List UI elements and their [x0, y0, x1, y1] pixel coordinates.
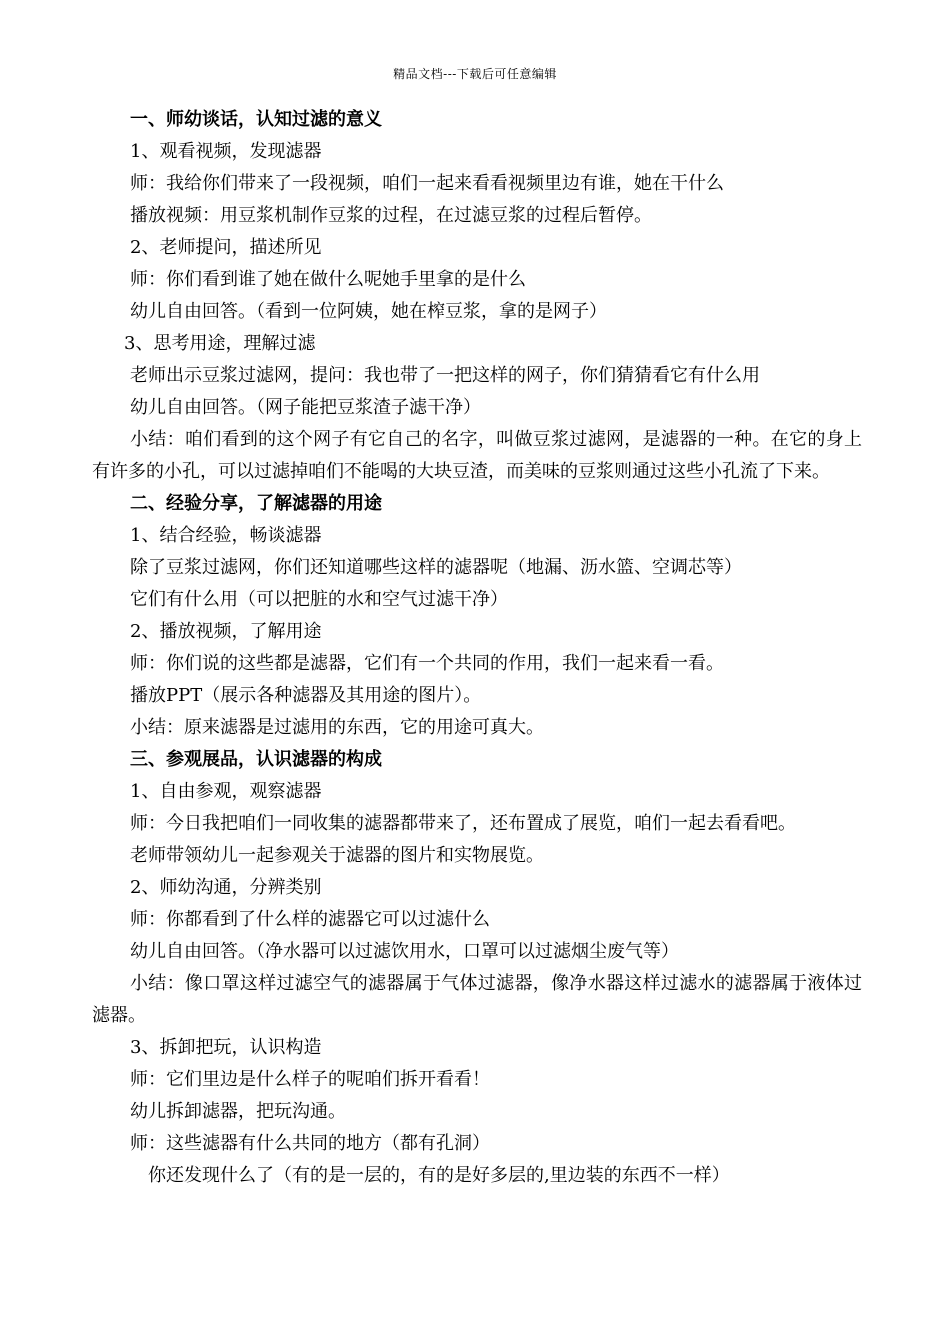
paragraph: 幼儿自由回答。（看到一位阿姨，她在榨豆浆，拿的是网子）: [130, 301, 607, 322]
section-heading-3: 三、参观展品，认识滤器的构成: [130, 749, 382, 770]
paragraph: 老师带领幼儿一起参观关于滤器的图片和实物展览。: [130, 845, 544, 866]
paragraph: 幼儿自由回答。（网子能把豆浆渣子滤干净）: [130, 397, 481, 418]
section-heading-1: 一、师幼谈话，认知过滤的意义: [130, 109, 382, 130]
summary-paragraph: 小结：像口罩这样过滤空气的滤器属于气体过滤器，像净水器这样过滤水的滤器属于液体过滤器。: [92, 973, 862, 1026]
section-heading-2: 二、经验分享，了解滤器的用途: [130, 493, 382, 514]
paragraph: 2、师幼沟通，分辨类别: [130, 877, 322, 898]
paragraph: 师：我给你们带来了一段视频，咱们一起来看看视频里边有谁，她在干什么: [130, 173, 724, 194]
paragraph: 2、老师提问，描述所见: [130, 237, 322, 258]
page-header: 精品文档---下载后可任意编辑: [393, 67, 557, 81]
paragraph: 师：它们里边是什么样子的呢咱们拆开看看！: [130, 1069, 490, 1090]
paragraph: 小结：原来滤器是过滤用的东西，它的用途可真大。: [130, 717, 544, 738]
paragraph: 幼儿拆卸滤器，把玩沟通。: [130, 1101, 346, 1122]
paragraph: 1、自由参观，观察滤器: [130, 781, 322, 802]
paragraph: 1、观看视频，发现滤器: [130, 141, 322, 162]
paragraph: 幼儿自由回答。（净水器可以过滤饮用水，口罩可以过滤烟尘废气等）: [130, 941, 679, 962]
paragraph: 师：这些滤器有什么共同的地方（都有孔洞）: [130, 1133, 490, 1154]
paragraph: 播放PPT（展示各种滤器及其用途的图片）。: [130, 685, 482, 706]
paragraph: 老师出示豆浆过滤网，提问：我也带了一把这样的网子，你们猜猜看它有什么用: [130, 365, 760, 386]
paragraph: 除了豆浆过滤网，你们还知道哪些这样的滤器呢（地漏、沥水篮、空调芯等）: [130, 557, 742, 578]
summary-paragraph: 小结：咱们看到的这个网子有它自己的名字，叫做豆浆过滤网，是滤器的一种。在它的身上有许多的小孔，可以过滤掉咱们不能喝的大块豆渣，而美味的豆浆则通过这些小孔流了下来。: [92, 429, 862, 482]
paragraph: 你还发现什么了（有的是一层的，有的是好多层的,里边装的东西不一样）: [148, 1165, 730, 1186]
paragraph: 它们有什么用（可以把脏的水和空气过滤干净）: [130, 589, 508, 610]
paragraph: 1、结合经验，畅谈滤器: [130, 525, 322, 546]
paragraph: 3、拆卸把玩，认识构造: [130, 1037, 322, 1058]
paragraph: 师：今日我把咱们一同收集的滤器都带来了，还布置成了展览，咱们一起去看看吧。: [130, 813, 796, 834]
paragraph: 播放视频：用豆浆机制作豆浆的过程，在过滤豆浆的过程后暂停。: [130, 205, 652, 226]
document-body: [92, 104, 862, 1192]
paragraph: 师：你都看到了什么样的滤器它可以过滤什么: [130, 909, 490, 930]
paragraph: 3、思考用途，理解过滤: [124, 333, 316, 354]
paragraph: 师：你们说的这些都是滤器，它们有一个共同的作用，我们一起来看一看。: [130, 653, 724, 674]
paragraph: 师：你们看到谁了她在做什么呢她手里拿的是什么: [130, 269, 526, 290]
paragraph: 2、播放视频，了解用途: [130, 621, 322, 642]
